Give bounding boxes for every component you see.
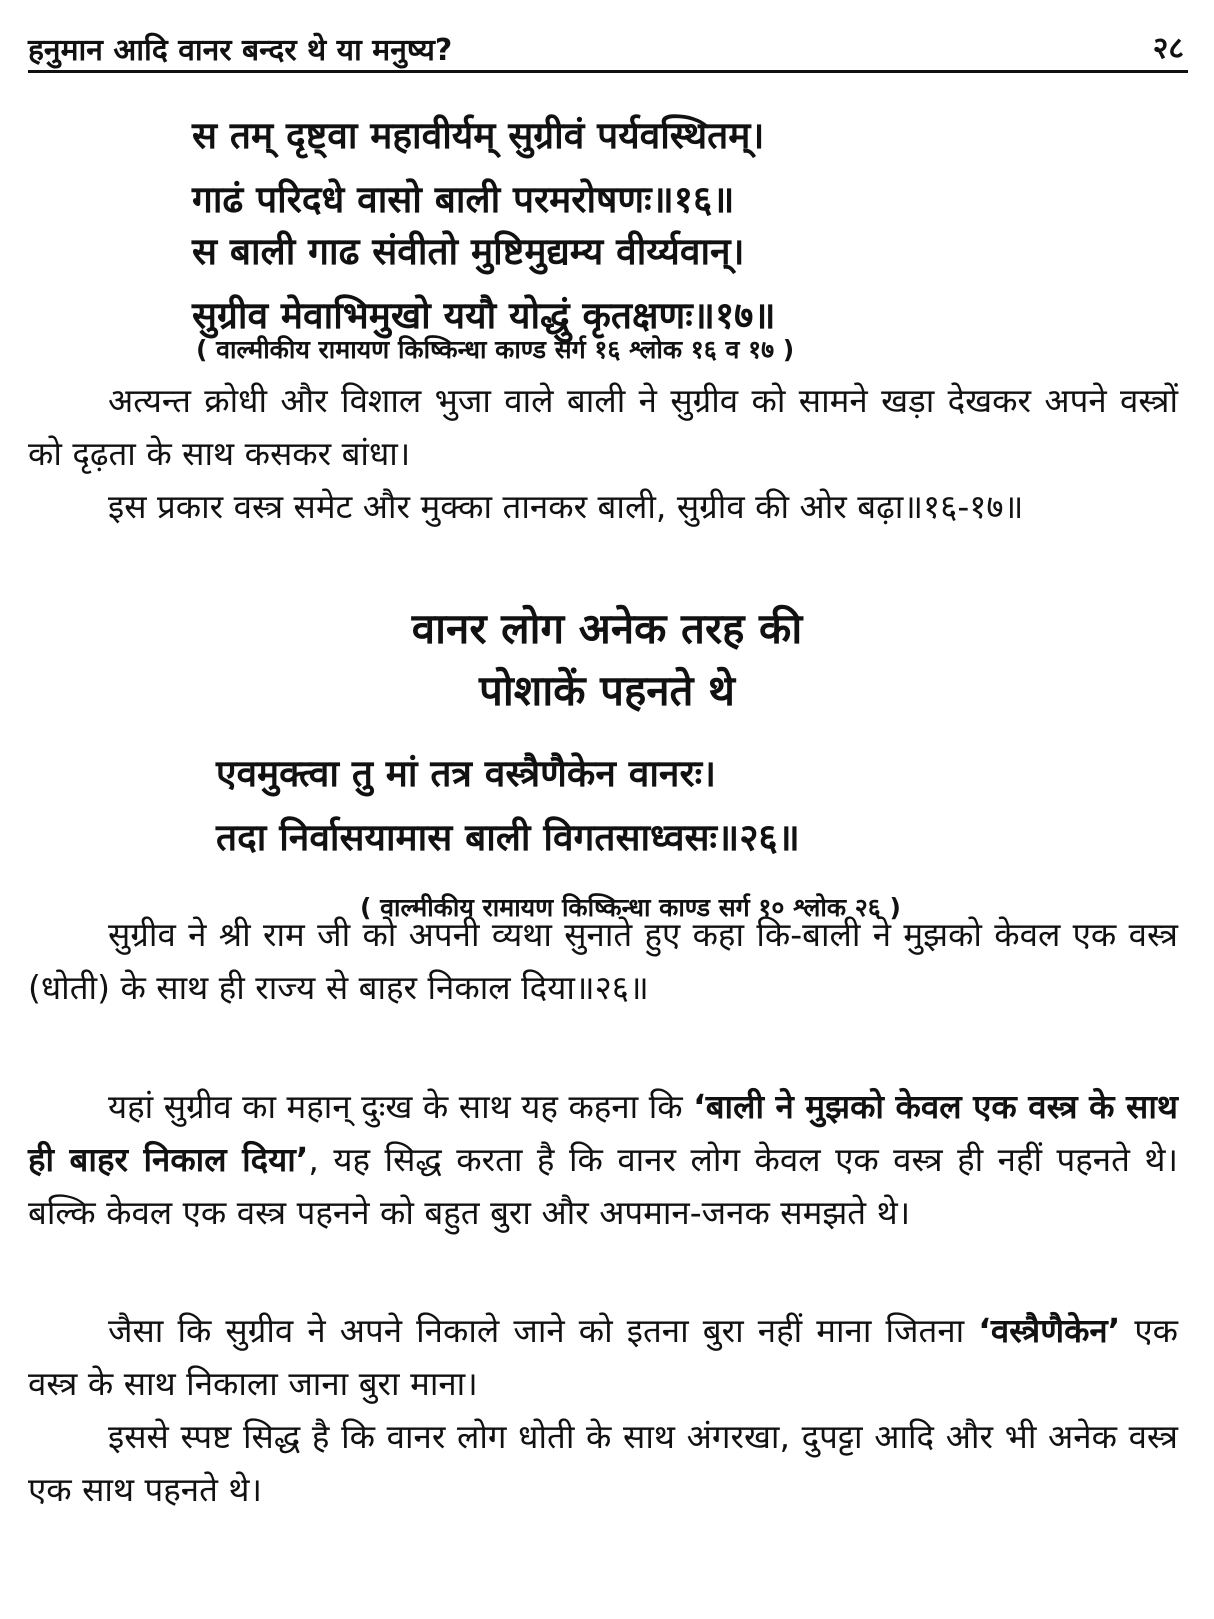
emphasized-quote: ‘बाली ने मुझको केवल एक वस्त्र के साथ ही बाहर निकाल दिया’: [28, 1087, 1178, 1179]
verse-line: स तम् दृष्ट्वा महावीर्यम् सुग्रीवं पर्यवस्थितम्।: [192, 114, 765, 157]
paragraph-text: यहां सुग्रीव का महान् दुःख के साथ यह कहना कि: [108, 1087, 694, 1126]
header-rule: [28, 70, 1188, 73]
paragraph: [28, 480, 1178, 533]
sanskrit-verse-17: [192, 220, 776, 348]
sanskrit-verse-16: [192, 104, 764, 232]
paragraph: [28, 1304, 1178, 1410]
paragraph-text: इस प्रकार वस्त्र समेट और मुक्का तानकर बाली, सुग्रीव की ओर बढ़ा॥१६-१७॥: [108, 487, 1024, 526]
emphasized-term: ‘वस्त्रैणैकेन’: [978, 1311, 1121, 1350]
paragraph: [28, 1080, 1178, 1239]
paragraph-text: जैसा कि सुग्रीव ने अपने निकाले जाने को इतना बुरा नहीं माना जितना: [108, 1311, 979, 1350]
paragraph-text: इससे स्पष्ट सिद्ध है कि वानर लोग धोती के साथ अंगरखा, दुपट्टा आदि और भी अनेक वस्त्र एक साथ पहनते थे।: [28, 1417, 1178, 1509]
verse-line: एवमुक्त्वा तु मां तत्र वस्त्रैणैकेन वानरः।: [216, 752, 717, 795]
paragraph: [28, 1410, 1178, 1516]
verse-line: तदा निर्वासयामास बाली विगतसाध्वसः॥२६॥: [216, 816, 800, 859]
paragraph-text: सुग्रीव ने श्री राम जी को अपनी व्यथा सुनाते हुए कहा कि-बाली ने मुझको केवल एक वस्त्र (धोती) के साथ ही राज्य से बाहर निकाल दिया॥२६॥: [28, 915, 1178, 1007]
sanskrit-verse-26: [216, 742, 800, 870]
paragraph-text: , यह सिद्ध करता है कि वानर लोग केवल एक वस्त्र ही नहीं पहनते थे। बल्कि केवल एक वस्त्र पहनने को बहुत बुरा और अपमान-जनक समझते थे।: [28, 1140, 1178, 1232]
verse-line: सुग्रीव मेवाभिमुखो ययौ योद्धुं कृतक्षणः॥१७॥: [192, 294, 776, 337]
paragraph: [28, 908, 1178, 1014]
verse-line: स बाली गाढ संवीतो मुष्टिमुद्यम्य वीर्य्यवान्।: [192, 230, 745, 273]
section-heading: [0, 598, 1214, 722]
paragraph-text: एक वस्त्र के साथ निकाला जाना बुरा माना।: [28, 1311, 1178, 1403]
running-header: [28, 22, 1188, 70]
page-number: २८: [1152, 31, 1184, 66]
running-title: हनुमान आदि वानर बन्दर थे या मनुष्य?: [28, 33, 453, 68]
verse-citation: ( वाल्मीकीय रामायण किष्किन्धा काण्ड सर्ग १० श्लोक २६ ): [360, 893, 901, 922]
heading-line: पोशाकें पहनते थे: [479, 666, 735, 715]
heading-line: वानर लोग अनेक तरह की: [411, 604, 803, 653]
verse-line: गाढं परिदधे वासो बाली परमरोषणः॥१६॥: [192, 178, 735, 221]
paragraph: [28, 374, 1178, 480]
verse-citation: ( वाल्मीकीय रामायण किष्किन्धा काण्ड सर्ग १६ श्लोक १६ व १७ ): [196, 335, 795, 364]
paragraph-text: अत्यन्त क्रोधी और विशाल भुजा वाले बाली ने सुग्रीव को सामने खड़ा देखकर अपने वस्त्रों को दृढ़ता के साथ कसकर बांधा।: [28, 381, 1178, 473]
